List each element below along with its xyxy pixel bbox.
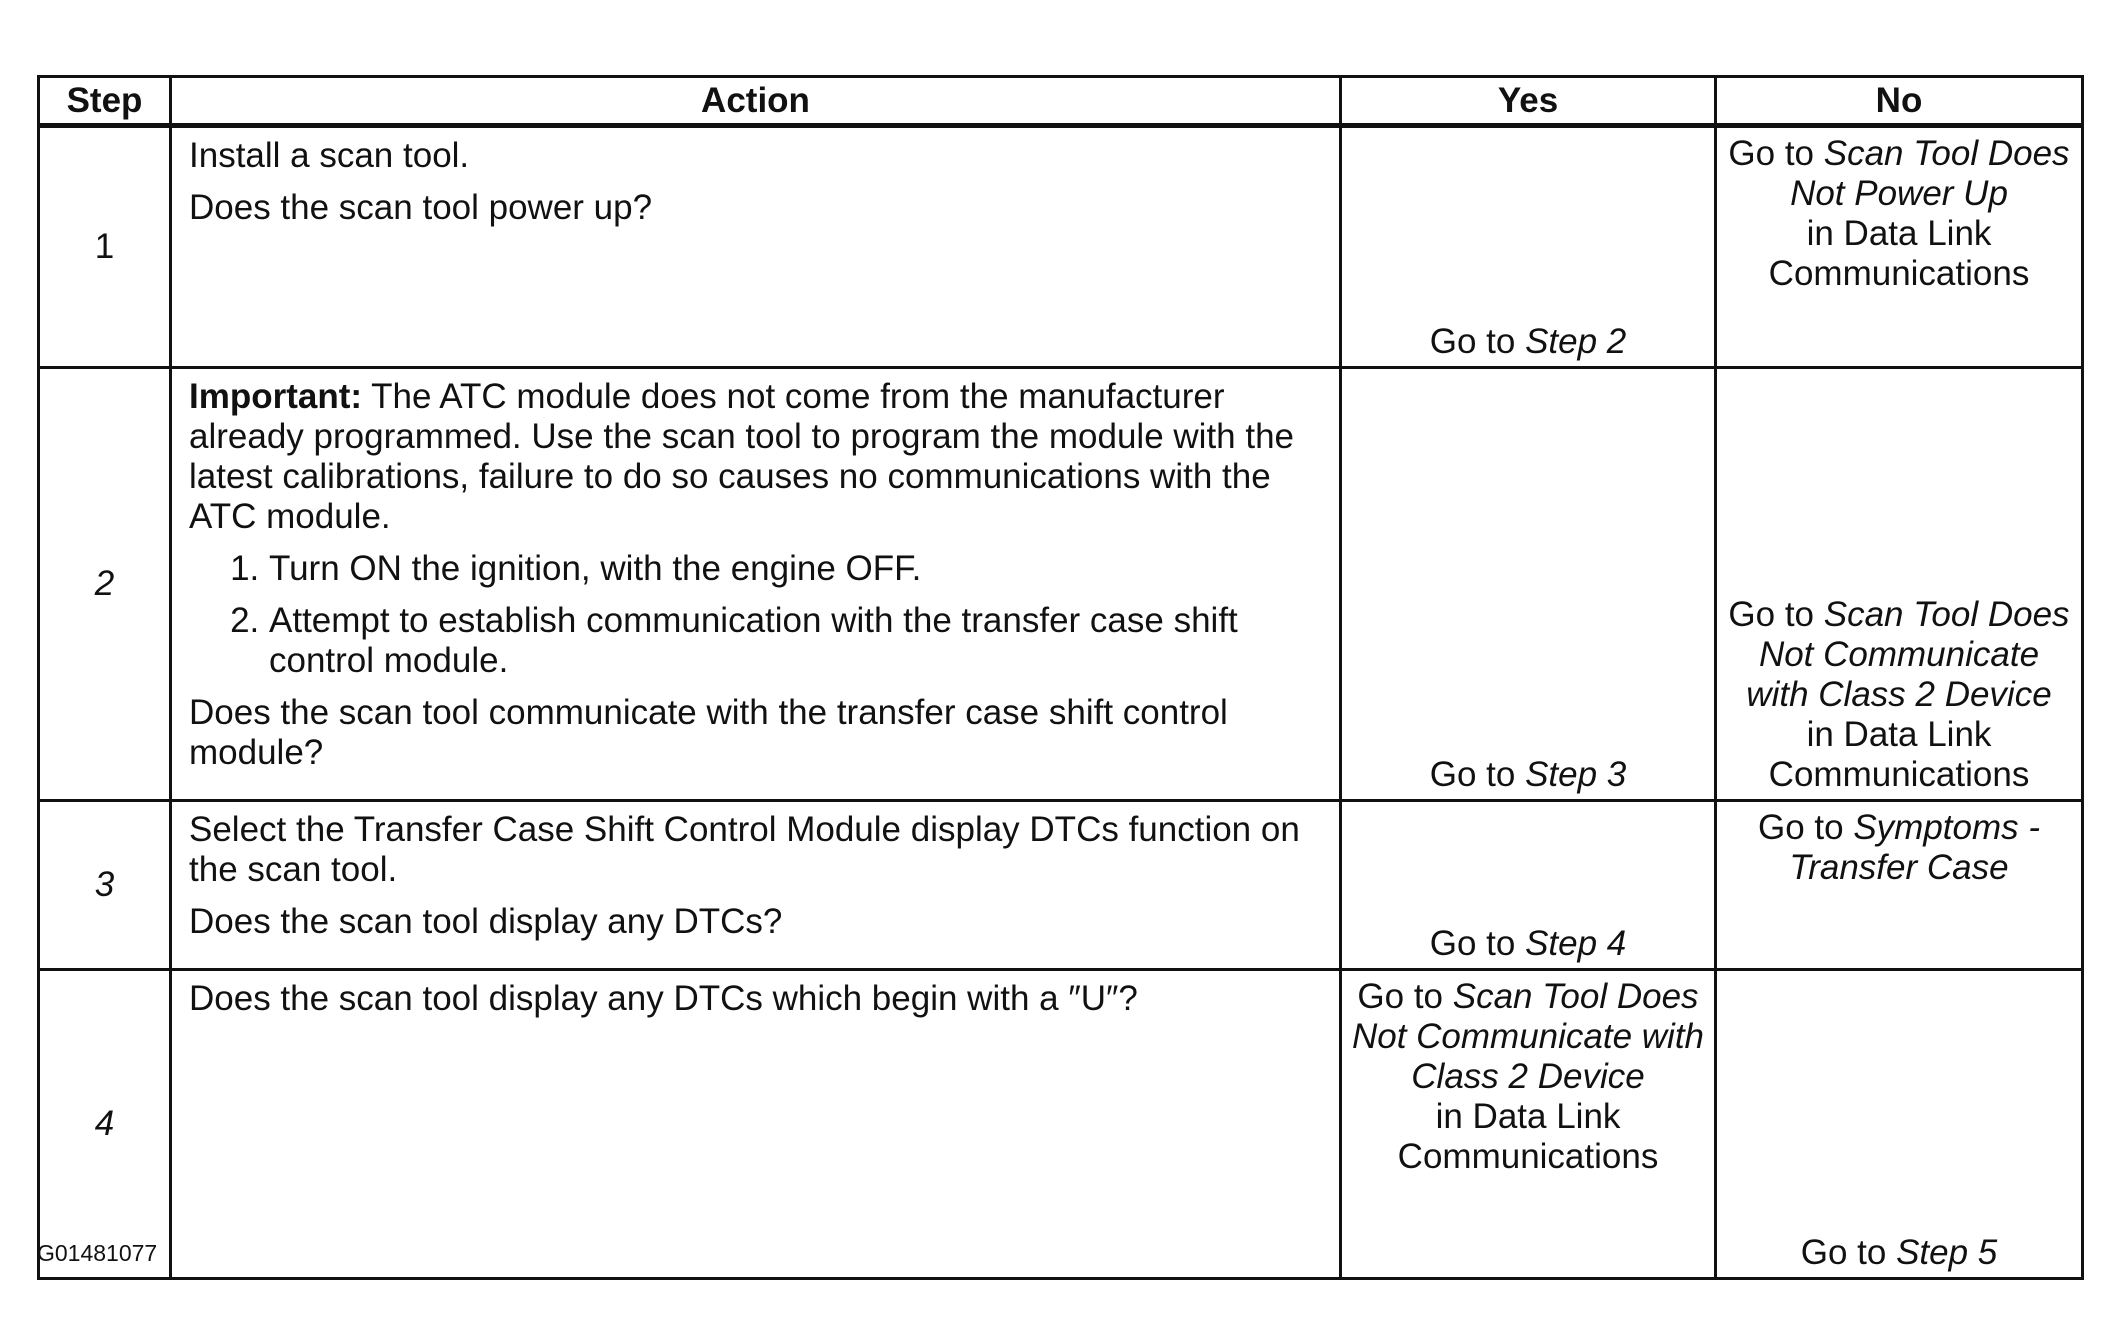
no-prefix: Go to [1728,134,1824,173]
yes-cell [1341,126,1716,368]
table-header-row [39,77,2083,126]
important-label: Important: [189,377,363,416]
no-prefix: Go to [1728,595,1824,634]
yes-link[interactable]: Step 2 [1525,322,1627,361]
action-text: Install a scan tool. [189,136,470,175]
action-question: Does the scan tool power up? [189,188,653,227]
header-action: Action [171,77,1341,126]
no-cell [1716,126,2083,368]
no-prefix: Go to [1757,808,1854,847]
diagnostic-table [37,75,2084,1280]
no-cell [1716,970,2083,1279]
figure-id: G01481077 [37,1240,158,1266]
table-row [39,801,2083,970]
no-link[interactable]: Scan Tool Does Not Power Up [1790,134,2070,213]
yes-suffix: in Data Link Communications [1397,1097,1659,1176]
action-question: Does the scan tool communicate with the transfer case shift control module? [189,693,1228,772]
header-step: Step [39,77,171,126]
header-yes: Yes [1341,77,1716,126]
action-question: Does the scan tool display any DTCs which begin with a ″U″? [189,979,1138,1018]
yes-cell [1341,368,1716,801]
no-cell [1716,801,2083,970]
no-prefix: Go to [1800,1233,1897,1272]
step-number: 1 [39,126,171,368]
step-number: 4 [39,970,171,1279]
step-number: 3 [39,801,171,970]
list-item: 2. Attempt to establish communication with the transfer case shift control module. [269,601,1325,681]
step-number: 2 [39,368,171,801]
no-link[interactable]: Symptoms - Transfer Case [1789,808,2041,887]
procedure-list [189,549,1325,681]
action-cell [171,801,1341,970]
header-no: No [1716,77,2083,126]
yes-link[interactable]: Step 4 [1525,924,1627,963]
yes-link[interactable]: Step 3 [1525,755,1627,794]
yes-cell [1341,970,1716,1279]
no-suffix: in Data Link Communications [1768,715,2030,794]
no-cell [1716,368,2083,801]
no-link[interactable]: Step 5 [1896,1233,1998,1272]
action-text: Select the Transfer Case Shift Control Module display DTCs function on the scan tool. [189,810,1300,889]
table-row [39,970,2083,1279]
no-suffix: in Data Link Communications [1768,214,2030,293]
yes-prefix: Go to [1357,977,1453,1016]
no-link[interactable]: Scan Tool Does Not Communicate with Class 2 Device [1746,595,2070,714]
action-cell [171,126,1341,368]
yes-prefix: Go to [1429,322,1526,361]
list-item: 1. Turn ON the ignition, with the engine OFF. [269,549,1325,589]
table-row [39,368,2083,801]
yes-link[interactable]: Scan Tool Does Not Communicate with Class 2 Device [1351,977,1705,1096]
important-note [189,377,1325,537]
yes-cell [1341,801,1716,970]
yes-prefix: Go to [1429,755,1526,794]
table-row [39,126,2083,368]
action-cell [171,368,1341,801]
important-text: The ATC module does not come from the manufacturer already programmed. Use the scan tool to program the module with the latest calibrations, failure to do so causes no communications with the ATC module. [189,377,1295,536]
action-question: Does the scan tool display any DTCs? [189,902,783,941]
action-cell [171,970,1341,1279]
yes-prefix: Go to [1429,924,1526,963]
